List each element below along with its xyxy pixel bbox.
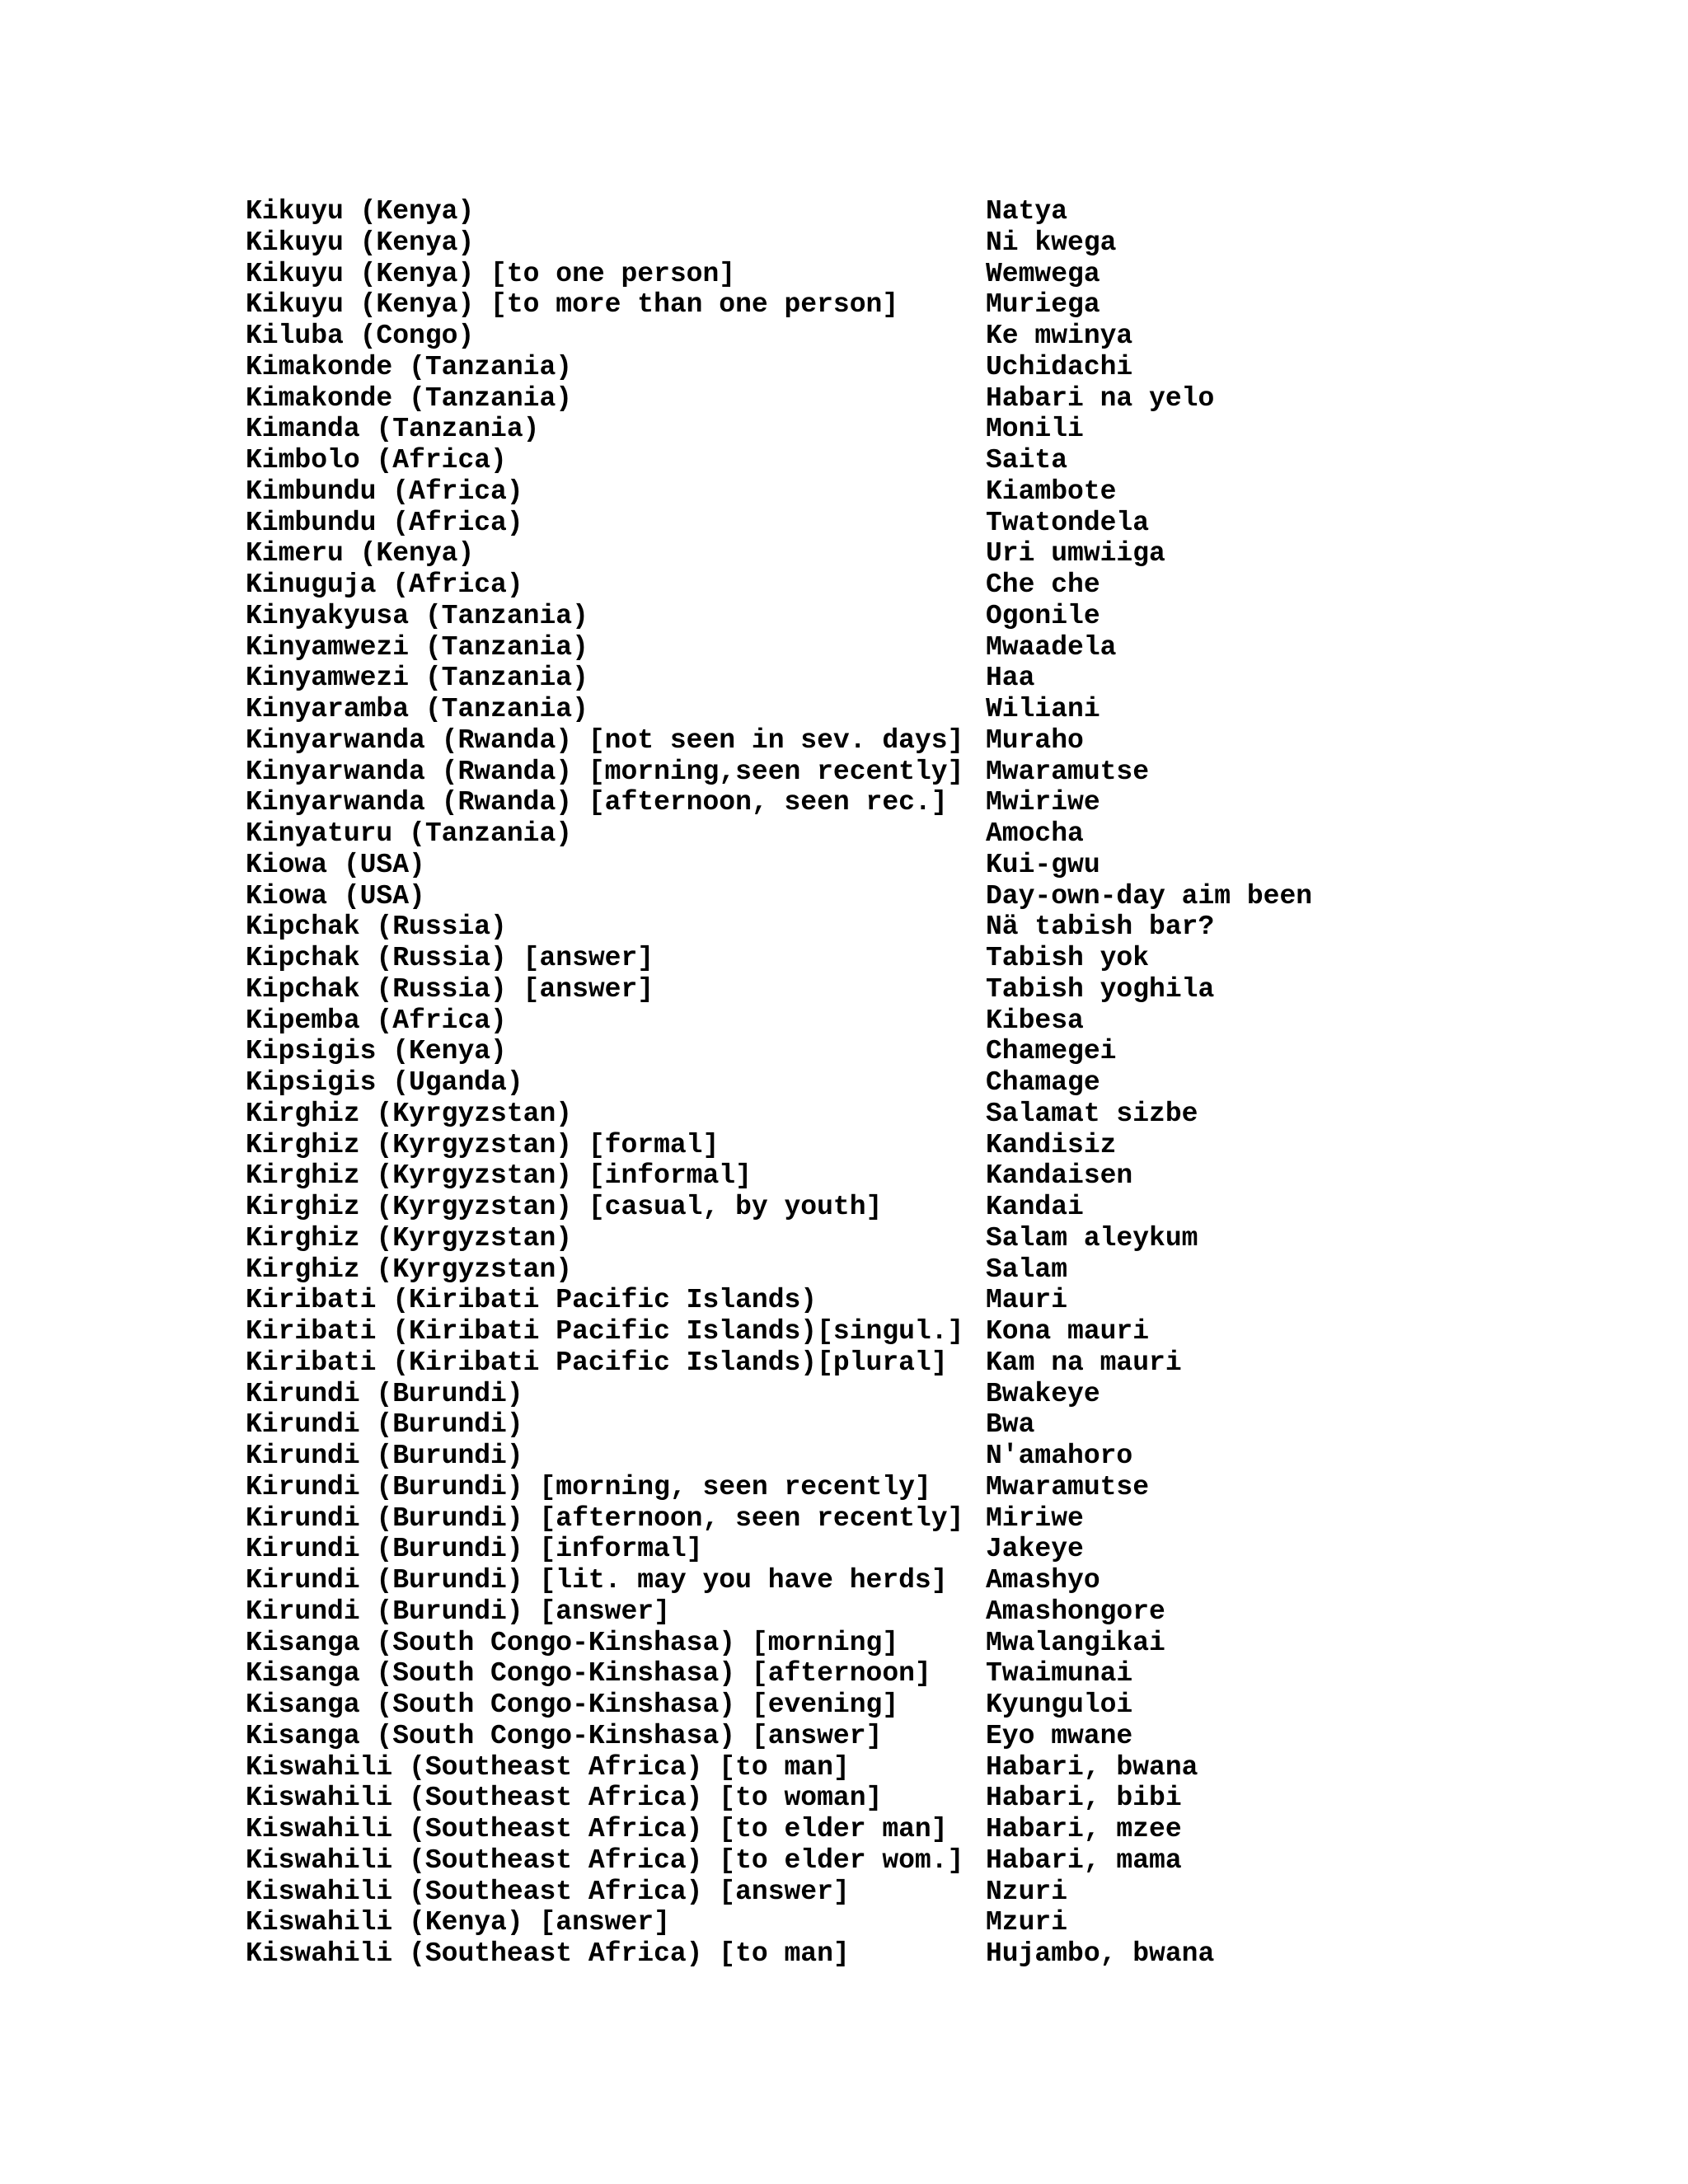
greeting-row <box>246 1658 1647 1690</box>
language-label: Kinyarwanda (Rwanda) [morning,seen recently] <box>246 756 964 787</box>
language-label: Kiswahili (Southeast Africa) [to man] <box>246 1938 850 1969</box>
language-label: Kimbundu (Africa) <box>246 507 523 538</box>
language-label: Kirundi (Burundi) <box>246 1378 523 1409</box>
greeting-row <box>246 227 1647 259</box>
greeting-text: Amashongore <box>986 1596 1165 1627</box>
greeting-text: Kyunguloi <box>986 1690 1133 1720</box>
greeting-row <box>246 538 1647 569</box>
language-label: Kiluba (Congo) <box>246 321 475 351</box>
greeting-row <box>246 508 1647 539</box>
language-label: Kisanga (South Congo-Kinshasa) [evening] <box>246 1690 899 1720</box>
greeting-row <box>246 1254 1647 1286</box>
language-label: Kiswahili (Southeast Africa) [answer] <box>246 1876 850 1907</box>
greeting-row <box>246 1347 1647 1379</box>
greeting-row <box>246 1472 1647 1503</box>
language-label: Kirundi (Burundi) [lit. may you have herds] <box>246 1565 948 1596</box>
language-label: Kinyaturu (Tanzania) <box>246 818 573 849</box>
greeting-row <box>246 383 1647 415</box>
greeting-row <box>246 259 1647 290</box>
greeting-row <box>246 1036 1647 1067</box>
greeting-text: Nzuri <box>986 1876 1068 1907</box>
greeting-text: Mzuri <box>986 1907 1068 1938</box>
greeting-text: Habari, mama <box>986 1844 1182 1876</box>
greeting-text: Natya <box>986 196 1068 227</box>
greeting-row <box>246 1099 1647 1130</box>
greeting-text: Eyo mwane <box>986 1720 1133 1751</box>
language-label: Kimakonde (Tanzania) <box>246 382 573 414</box>
greeting-row <box>246 881 1647 912</box>
language-label: Kiswahili (Southeast Africa) [to man] <box>246 1751 850 1783</box>
greeting-row <box>246 1005 1647 1037</box>
language-label: Kiowa (USA) <box>246 880 425 912</box>
language-label: Kiswahili (Southeast Africa) [to elder man] <box>246 1814 948 1844</box>
greeting-text: Kam na mauri <box>986 1347 1182 1378</box>
greeting-text: Kandai <box>986 1192 1084 1222</box>
greeting-text: Hujambo, bwana <box>986 1938 1215 1969</box>
greeting-text: Bwakeye <box>986 1378 1100 1409</box>
greeting-row <box>246 725 1647 757</box>
greeting-row <box>246 694 1647 725</box>
greeting-text: N'amahoro <box>986 1441 1133 1471</box>
language-label: Kisanga (South Congo-Kinshasa) [afternoon] <box>246 1658 931 1690</box>
greeting-row <box>246 445 1647 476</box>
language-label: Kikuyu (Kenya) <box>246 196 475 227</box>
language-label: Kinyaramba (Tanzania) <box>246 694 588 724</box>
greeting-row <box>246 1316 1647 1347</box>
language-label: Kinyakyusa (Tanzania) <box>246 600 588 631</box>
greeting-text: Habari, bibi <box>986 1783 1182 1814</box>
greeting-text: Mwalangikai <box>986 1627 1165 1658</box>
greeting-text: Amashyo <box>986 1565 1100 1596</box>
greeting-row <box>246 787 1647 818</box>
greeting-text: Habari na yelo <box>986 382 1215 414</box>
greeting-text: Tabish yok <box>986 943 1150 973</box>
language-label: Kipchak (Russia) [answer] <box>246 943 654 973</box>
language-label: Kikuyu (Kenya) [to one person] <box>246 258 736 289</box>
greeting-row <box>246 1503 1647 1535</box>
greeting-row <box>246 1067 1647 1099</box>
language-label: Kisanga (South Congo-Kinshasa) [morning] <box>246 1627 899 1658</box>
greeting-text: Che che <box>986 569 1100 600</box>
language-label: Kiswahili (Kenya) [answer] <box>246 1907 670 1938</box>
language-label: Kipchak (Russia) [answer] <box>246 973 654 1005</box>
greeting-text: Wiliani <box>986 694 1100 724</box>
greeting-text: Nä tabish bar? <box>986 912 1215 943</box>
greeting-text: Muriega <box>986 289 1100 321</box>
greeting-text: Mwaramutse <box>986 756 1150 787</box>
greeting-row <box>246 912 1647 943</box>
greeting-text: Chamegei <box>986 1036 1117 1067</box>
greeting-row <box>246 943 1647 974</box>
greeting-text: Salam <box>986 1254 1068 1285</box>
language-label: Kikuyu (Kenya) [to more than one person] <box>246 289 899 321</box>
greeting-text: Kandaisen <box>986 1160 1133 1192</box>
language-label: Kipsigis (Uganda) <box>246 1067 523 1098</box>
language-label: Kirghiz (Kyrgyzstan) [informal] <box>246 1160 752 1192</box>
language-label: Kimeru (Kenya) <box>246 538 475 569</box>
greeting-row <box>246 352 1647 383</box>
greeting-row <box>246 476 1647 508</box>
greeting-row <box>246 632 1647 663</box>
language-label: Kirundi (Burundi) [afternoon, seen recently] <box>246 1502 964 1534</box>
greeting-row <box>246 818 1647 850</box>
language-label: Kipemba (Africa) <box>246 1005 507 1036</box>
greeting-text: Twatondela <box>986 507 1150 538</box>
greeting-row <box>246 1783 1647 1814</box>
greeting-row <box>246 1752 1647 1783</box>
greeting-row <box>246 196 1647 227</box>
language-label: Kirghiz (Kyrgyzstan) [casual, by youth] <box>246 1192 883 1222</box>
greeting-text: Bwa <box>986 1409 1035 1441</box>
language-label: Kimakonde (Tanzania) <box>246 351 573 382</box>
greeting-row <box>246 1907 1647 1938</box>
greeting-row <box>246 321 1647 352</box>
greeting-text: Salamat sizbe <box>986 1098 1198 1129</box>
greeting-text: Mwaadela <box>986 631 1117 663</box>
greeting-text: Mwiriwe <box>986 787 1100 818</box>
language-label: Kirundi (Burundi) [informal] <box>246 1534 703 1565</box>
greeting-text: Habari, bwana <box>986 1751 1198 1783</box>
greeting-text: Amocha <box>986 818 1084 849</box>
greeting-text: Twaimunai <box>986 1658 1133 1690</box>
language-label: Kiribati (Kiribati Pacific Islands) <box>246 1285 818 1316</box>
language-label: Kinyarwanda (Rwanda) [afternoon, seen rec.] <box>246 787 948 818</box>
greeting-text: Salam aleykum <box>986 1222 1198 1254</box>
greeting-text: Day-own-day aim been <box>986 880 1313 912</box>
language-label: Kiswahili (Southeast Africa) [to woman] <box>246 1783 883 1814</box>
greeting-row <box>246 974 1647 1005</box>
language-label: Kirundi (Burundi) <box>246 1409 523 1441</box>
greeting-row <box>246 1721 1647 1752</box>
language-label: Kinuguja (Africa) <box>246 569 523 600</box>
language-label: Kinyamwezi (Tanzania) <box>246 631 588 663</box>
greeting-row <box>246 1534 1647 1565</box>
language-label: Kisanga (South Congo-Kinshasa) [answer] <box>246 1720 883 1751</box>
language-label: Kirghiz (Kyrgyzstan) <box>246 1254 573 1285</box>
language-label: Kipchak (Russia) <box>246 912 507 943</box>
greeting-row <box>246 289 1647 321</box>
greeting-text: Miriwe <box>986 1502 1084 1534</box>
greeting-text: Kona mauri <box>986 1316 1150 1347</box>
language-label: Kimbundu (Africa) <box>246 476 523 507</box>
greeting-text: Saita <box>986 445 1068 476</box>
greeting-row <box>246 601 1647 632</box>
language-label: Kinyarwanda (Rwanda) [not seen in sev. days] <box>246 724 964 756</box>
greeting-row <box>246 1938 1647 1970</box>
greeting-row <box>246 414 1647 445</box>
greeting-row <box>246 850 1647 881</box>
language-label: Kimbolo (Africa) <box>246 445 507 476</box>
greeting-text: Jakeye <box>986 1534 1084 1565</box>
greeting-text: Monili <box>986 414 1084 445</box>
greeting-row <box>246 1285 1647 1316</box>
greeting-text: Ke mwinya <box>986 321 1133 351</box>
language-label: Kiribati (Kiribati Pacific Islands)[plural] <box>246 1347 948 1378</box>
language-label: Kirundi (Burundi) [morning, seen recently] <box>246 1471 931 1502</box>
greeting-row <box>246 1596 1647 1628</box>
language-label: Kikuyu (Kenya) <box>246 227 475 258</box>
greeting-row <box>246 663 1647 694</box>
greeting-text: Haa <box>986 663 1035 694</box>
greeting-row <box>246 1877 1647 1908</box>
greeting-text: Ogonile <box>986 600 1100 631</box>
greeting-row <box>246 1628 1647 1659</box>
greeting-row <box>246 1192 1647 1223</box>
greeting-row <box>246 1223 1647 1254</box>
greeting-row <box>246 1379 1647 1410</box>
language-label: Kirghiz (Kyrgyzstan) [formal] <box>246 1129 720 1160</box>
language-label: Kimanda (Tanzania) <box>246 414 540 445</box>
greeting-text: Mauri <box>986 1285 1068 1316</box>
greeting-row <box>246 569 1647 601</box>
greeting-text: Uri umwiiga <box>986 538 1165 569</box>
greeting-text: Ni kwega <box>986 227 1117 258</box>
language-label: Kirghiz (Kyrgyzstan) <box>246 1222 573 1254</box>
greeting-text: Tabish yoghila <box>986 973 1215 1005</box>
greeting-text: Chamage <box>986 1067 1100 1098</box>
language-label: Kipsigis (Kenya) <box>246 1036 507 1067</box>
greeting-row <box>246 1845 1647 1877</box>
greetings-list <box>246 196 1647 1970</box>
language-label: Kirghiz (Kyrgyzstan) <box>246 1098 573 1129</box>
greeting-text: Muraho <box>986 724 1084 756</box>
language-label: Kiowa (USA) <box>246 849 425 880</box>
greeting-text: Habari, mzee <box>986 1814 1182 1844</box>
language-label: Kiswahili (Southeast Africa) [to elder wom.] <box>246 1844 964 1876</box>
language-label: Kinyamwezi (Tanzania) <box>246 663 588 694</box>
greeting-text: Mwaramutse <box>986 1471 1150 1502</box>
greeting-text: Wemwega <box>986 258 1100 289</box>
language-label: Kirundi (Burundi) [answer] <box>246 1596 670 1627</box>
greeting-row <box>246 1814 1647 1845</box>
language-label: Kirundi (Burundi) <box>246 1441 523 1471</box>
greeting-row <box>246 1409 1647 1441</box>
greeting-row <box>246 1441 1647 1472</box>
greeting-row <box>246 1565 1647 1596</box>
greeting-row <box>246 1160 1647 1192</box>
greeting-row <box>246 1130 1647 1161</box>
greeting-row <box>246 757 1647 788</box>
greeting-text: Uchidachi <box>986 351 1133 382</box>
greeting-text: Kibesa <box>986 1005 1084 1036</box>
greeting-text: Kandisiz <box>986 1129 1117 1160</box>
language-label: Kiribati (Kiribati Pacific Islands)[singul.] <box>246 1316 964 1347</box>
greeting-text: Kui-gwu <box>986 849 1100 880</box>
greeting-row <box>246 1690 1647 1721</box>
greeting-text: Kiambote <box>986 476 1117 507</box>
